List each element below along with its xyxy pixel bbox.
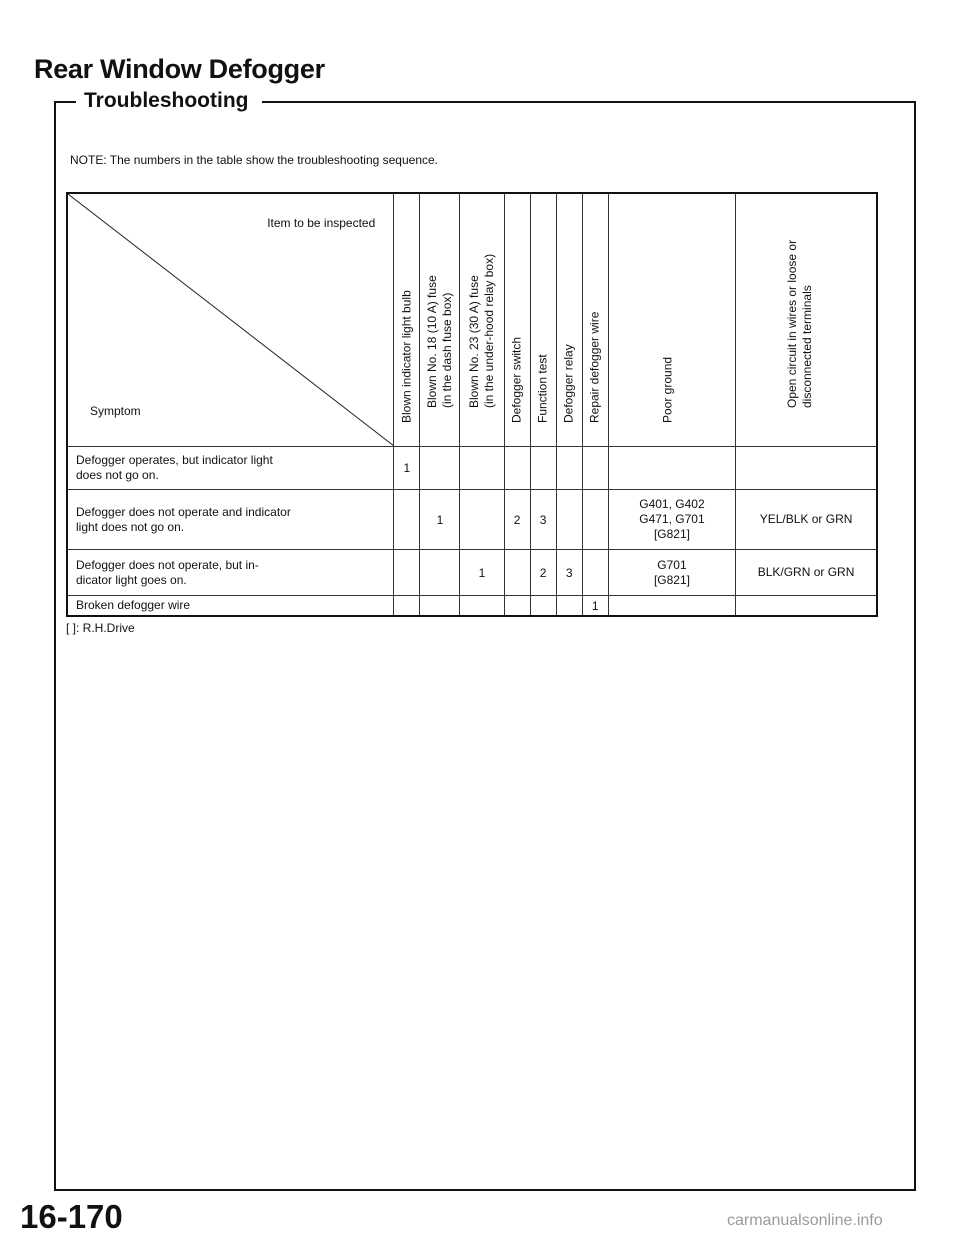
symptom-cell: Defogger does not operate, but in- dicator light goes on. <box>67 550 394 596</box>
seq-cell <box>530 447 556 490</box>
seq-cell <box>582 490 608 550</box>
seq-cell <box>582 447 608 490</box>
symptom-cell: Defogger operates, but indicator light does not go on. <box>67 447 394 490</box>
open-circuit-cell: YEL/BLK or GRN <box>736 490 877 550</box>
col-header-fuse-23: Blown No. 23 (30 A) fuse (in the under-hood relay box) <box>460 193 504 447</box>
seq-cell <box>504 596 530 617</box>
ground-cell: G401, G402 G471, G701 [G821] <box>608 490 735 550</box>
seq-cell <box>504 550 530 596</box>
ground-cell <box>608 596 735 617</box>
section-title: Troubleshooting <box>84 89 249 112</box>
table-row <box>67 550 877 596</box>
seq-cell: 1 <box>460 550 504 596</box>
ground-cell <box>608 447 735 490</box>
col-header-indicator-bulb: Blown indicator light bulb <box>394 193 420 447</box>
seq-cell: 3 <box>530 490 556 550</box>
seq-cell <box>420 550 460 596</box>
seq-cell <box>420 447 460 490</box>
symptom-cell: Broken defogger wire <box>67 596 394 617</box>
seq-cell <box>556 447 582 490</box>
ground-cell: G701 [G821] <box>608 550 735 596</box>
seq-cell <box>394 490 420 550</box>
col-header-open-circuit: Open circuit in wires or loose or disconnected terminals <box>736 193 877 447</box>
seq-cell: 2 <box>504 490 530 550</box>
open-circuit-cell <box>736 447 877 490</box>
col-header-poor-ground: Poor ground <box>608 193 735 447</box>
seq-cell <box>460 490 504 550</box>
seq-cell <box>556 596 582 617</box>
seq-cell <box>420 596 460 617</box>
table-row <box>67 447 877 490</box>
seq-cell: 2 <box>530 550 556 596</box>
seq-cell <box>460 447 504 490</box>
seq-cell: 1 <box>582 596 608 617</box>
col-header-function-test: Function test <box>530 193 556 447</box>
open-circuit-cell: BLK/GRN or GRN <box>736 550 877 596</box>
table-row <box>67 490 877 550</box>
item-label: Item to be inspected <box>267 216 376 230</box>
seq-cell <box>394 550 420 596</box>
table-note: NOTE: The numbers in the table show the troubleshooting sequence. <box>70 153 438 167</box>
seq-cell: 1 <box>420 490 460 550</box>
diagonal-header-cell <box>67 193 394 447</box>
symptom-label: Symptom <box>90 404 141 418</box>
footnote: [ ]: R.H.Drive <box>66 621 135 635</box>
open-circuit-cell <box>736 596 877 617</box>
page-title: Rear Window Defogger <box>34 54 325 84</box>
seq-cell: 3 <box>556 550 582 596</box>
col-header-fuse-18: Blown No. 18 (10 A) fuse (in the dash fuse box) <box>420 193 460 447</box>
col-header-defogger-switch: Defogger switch <box>504 193 530 447</box>
page-number: 16-170 <box>20 1198 123 1235</box>
seq-cell <box>582 550 608 596</box>
seq-cell <box>504 447 530 490</box>
troubleshooting-table <box>66 192 878 617</box>
symptom-cell: Defogger does not operate and indicator light does not go on. <box>67 490 394 550</box>
seq-cell <box>556 490 582 550</box>
header-row <box>67 193 877 447</box>
seq-cell <box>394 596 420 617</box>
col-header-repair-wire: Repair defogger wire <box>582 193 608 447</box>
seq-cell <box>530 596 556 617</box>
col-header-defogger-relay: Defogger relay <box>556 193 582 447</box>
seq-cell: 1 <box>394 447 420 490</box>
table-row <box>67 596 877 617</box>
seq-cell <box>460 596 504 617</box>
watermark: carmanualsonline.info <box>727 1212 883 1229</box>
